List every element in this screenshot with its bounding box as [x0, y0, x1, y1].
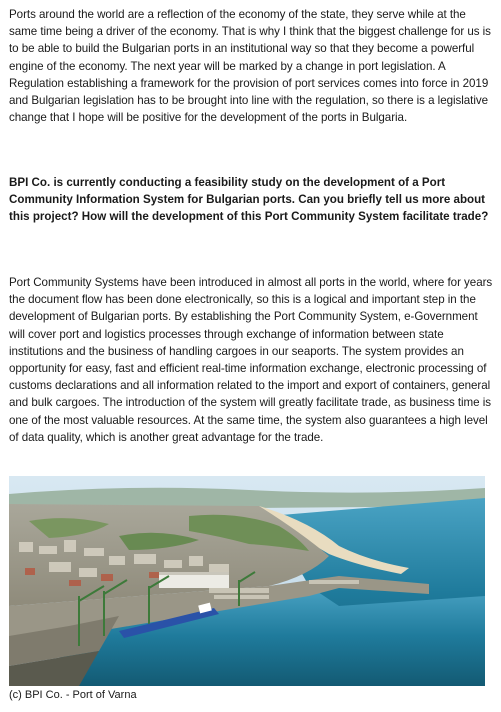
article-paragraph: Ports around the world are a reflection of the economy of the state, they serve while at the same time being a driver of the economy. That is why I think that the biggest challenge for us is to be able to build the Bulgarian ports in an institutional way so that they become a powerful engine of the economy. The next year will be marked by a change in port legislation. A Regulation establishing a framework for the provision of port services comes into force in 2019 and Bulgarian legislation has to be brought into line with the regulation, so there is a legislative change that I hope will be positive for the development of the ports in Bulgaria. [9, 8, 491, 125]
article [9, 6, 494, 464]
article-paragraph: Port Community Systems have been introduced in almost all ports in the world, where for years the document flow has been done electronically, so this is a logical and important step in the development of Bulgarian ports. By establishing the Port Community System, e-Government will cover port and logistics processes through exchange of information between state institutions and the business of handling cargoes in our seaports. The system provides an opportunity for easy, fast and efficient real-time information exchange, electronic processing of customs declarations and all information related to the import and export of containers, general and bulk cargoes. The introduction of the system will greatly facilitate trade, as business time is one of the most valuable resources. At the same time, the system also guarantees a high level of data quality, which is another great advantage for the trade. [9, 276, 493, 444]
port-of-varna-photo [9, 476, 485, 686]
photo-caption: (c) BPI Co. - Port of Varna [9, 689, 137, 701]
interview-question: BPI Co. is currently conducting a feasibility study on the development of a Port Community Information System for Bulgarian ports. Can you briefly tell us more about this project? How will the development of this Port Community System facilitate trade? [9, 176, 489, 224]
